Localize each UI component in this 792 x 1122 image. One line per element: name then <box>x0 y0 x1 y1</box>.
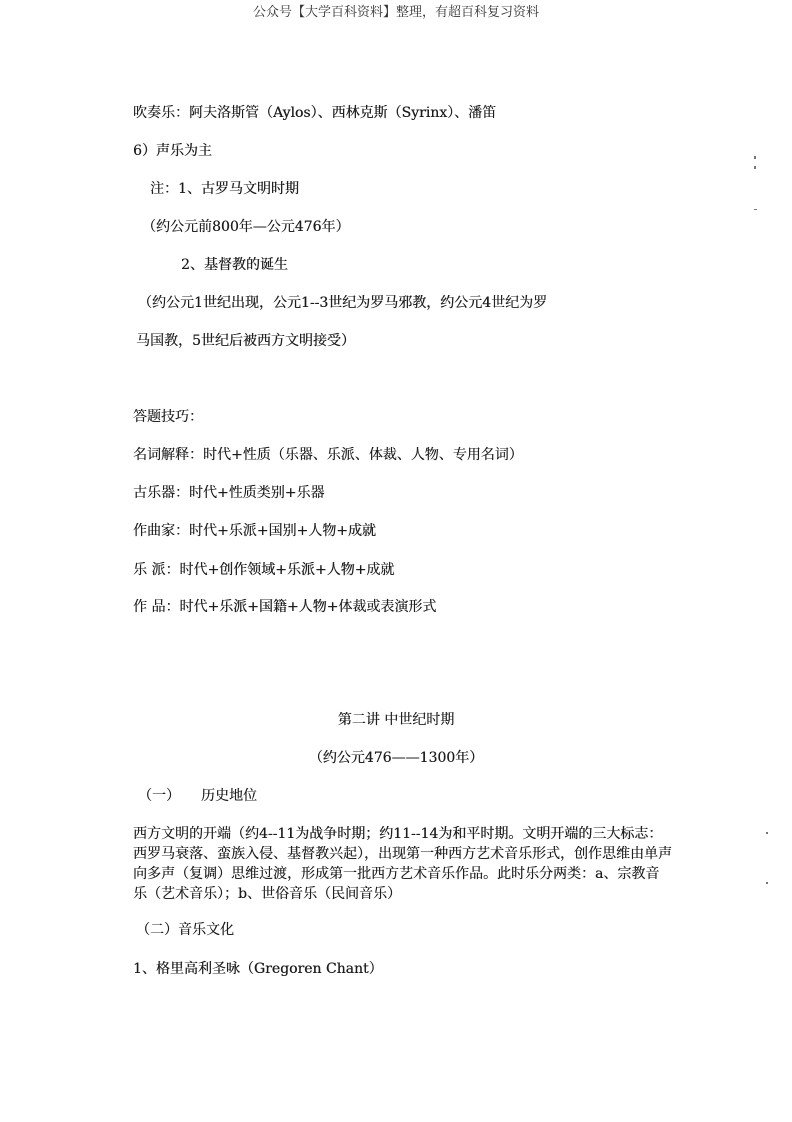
lecture-title: 第二讲 中世纪时期 <box>337 712 455 728</box>
scan-speck <box>754 209 757 210</box>
scan-speck <box>766 832 768 834</box>
tip-work: 作 品：时代+乐派+国籍+人物+体裁或表演形式 <box>133 599 437 615</box>
section-one-number: （一） <box>138 788 180 804</box>
note-roman-era: 注：1、古罗马文明时期 <box>150 181 299 197</box>
vocal-music-line: 6）声乐为主 <box>133 143 212 159</box>
scan-speck <box>754 156 756 159</box>
tip-ancient-instrument: 古乐器：时代+性质类别+乐器 <box>133 485 325 501</box>
historical-status-paragraph: 西方文明的开端（约4--11为战争时期；约11--14为和平时期。文明开端的三大标志：西罗马衰落、蛮族入侵、基督教兴起），出现第一种西方艺术音乐形式，创作思维由单声向多声（复调）思维过渡，形成第一批西方艺术音乐作品。此时乐分两类：a、宗教音乐（艺术音乐）；b、世俗音乐（民间音乐） <box>133 826 672 902</box>
page-header: 公众号【大学百科资料】整理，有超百科复习资料 <box>252 5 539 20</box>
wind-instruments-line: 吹奏乐：阿夫洛斯管（Aylos）、西林克斯（Syrinx）、潘笛 <box>133 105 497 121</box>
christianity-history-2: 马国教，5世纪后被西方文明接受） <box>136 333 355 349</box>
christianity-history-1: （约公元1世纪出现，公元1--3世纪为罗马邪教，约公元4世纪为罗 <box>138 295 548 311</box>
tip-term-definition: 名词解释：时代+性质（乐器、乐派、体裁、人物、专用名词） <box>133 447 523 463</box>
gregorian-chant-heading: 1、格里高利圣咏（Gregoren Chant） <box>133 961 383 977</box>
answer-tips-title: 答题技巧： <box>133 409 203 425</box>
tip-composer: 作曲家：时代+乐派+国别+人物+成就 <box>133 523 376 539</box>
scan-speck <box>754 166 756 169</box>
section-two-title: （二）音乐文化 <box>136 922 234 938</box>
scan-speck <box>766 882 768 884</box>
christianity-birth: 2、基督教的诞生 <box>181 257 288 273</box>
tip-school: 乐 派：时代+创作领域+乐派+人物+成就 <box>133 562 395 578</box>
section-one-title: 历史地位 <box>201 788 257 804</box>
lecture-period: （约公元476——1300年） <box>308 750 484 766</box>
roman-era-dates: （约公元前800年—公元476年） <box>142 219 350 235</box>
